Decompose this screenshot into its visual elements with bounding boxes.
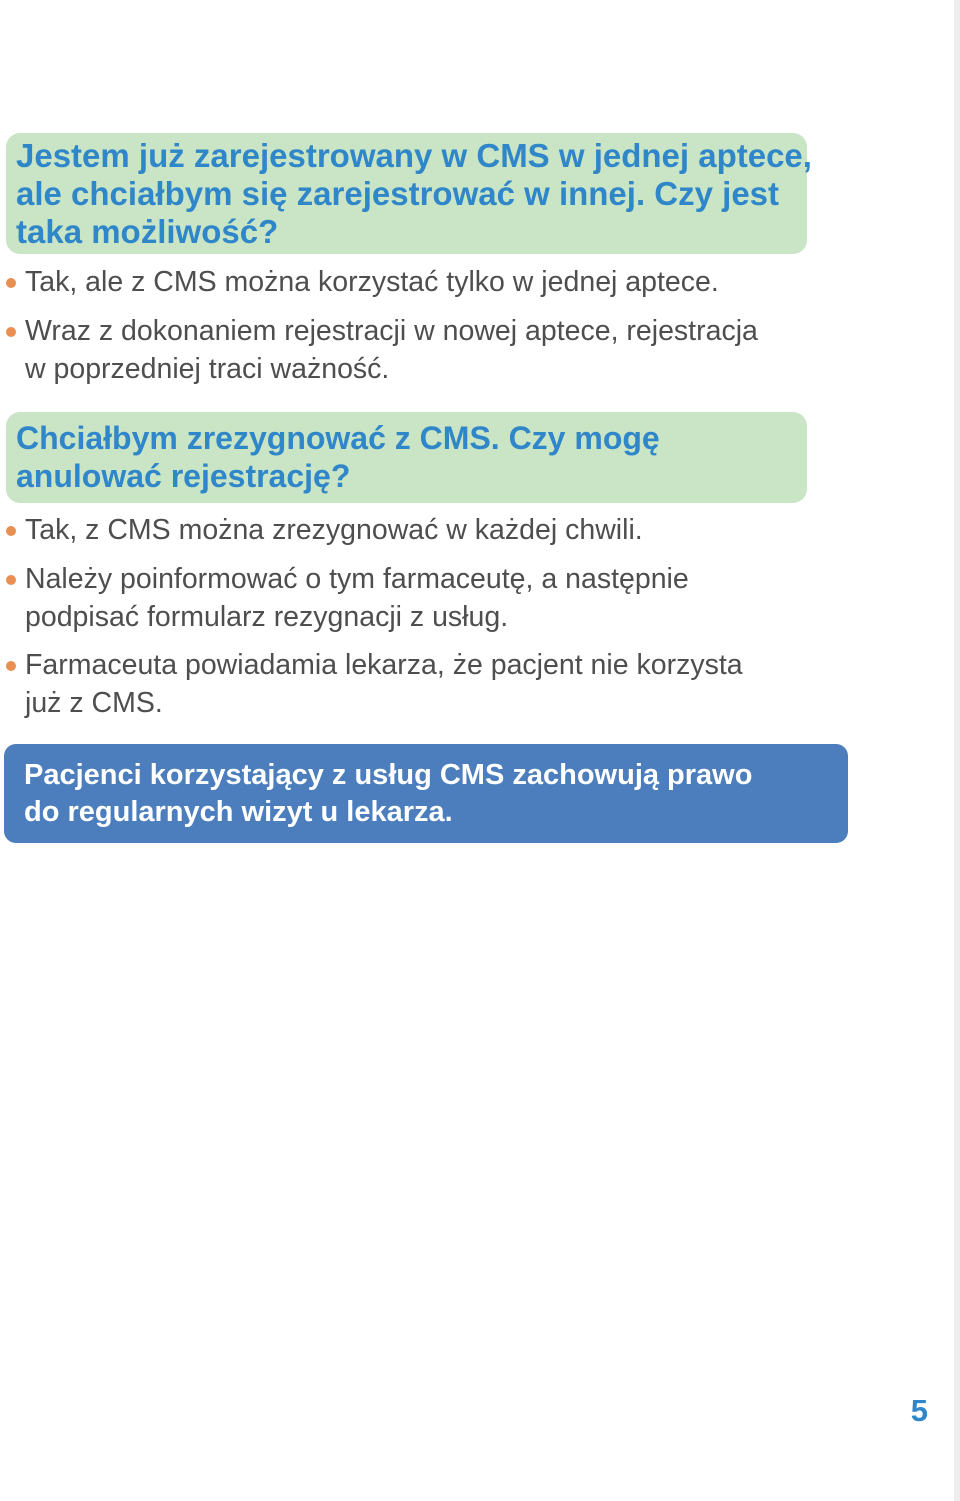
question-line: anulować rejestrację? bbox=[16, 458, 351, 494]
bullet-dot-icon bbox=[6, 526, 16, 536]
info-note-box bbox=[4, 744, 848, 843]
faq-question-1 bbox=[6, 133, 812, 254]
answer-line: Wraz z dokonaniem rejestracji w nowej aptece, rejestracja bbox=[25, 315, 758, 347]
faq-answer-bullet bbox=[6, 646, 816, 722]
note-line: Pacjenci korzystający z usług CMS zachowują prawo bbox=[24, 759, 753, 791]
question-line: ale chciałbym się zarejestrować w innej. Czy jest bbox=[16, 175, 780, 212]
bullet-dot-icon bbox=[6, 327, 16, 337]
page-edge-strip bbox=[954, 0, 960, 1501]
answer-line: Farmaceuta powiadamia lekarza, że pacjent nie korzysta bbox=[25, 649, 743, 681]
faq-answer-bullet bbox=[6, 312, 816, 388]
bullet-dot-icon bbox=[6, 575, 16, 585]
faq-question-2 bbox=[6, 412, 807, 503]
faq-answer-bullet bbox=[6, 560, 816, 636]
faq-answer-bullet bbox=[6, 263, 816, 301]
answer-line: Należy poinformować o tym farmaceutę, a następnie bbox=[25, 563, 689, 595]
note-line: do regularnych wizyt u lekarza. bbox=[24, 796, 453, 828]
question-line: Jestem już zarejestrowany w CMS w jednej aptece, bbox=[16, 137, 812, 174]
faq-answer-bullet bbox=[6, 511, 816, 549]
question-line: Chciałbym zrezygnować z CMS. Czy mogę bbox=[16, 420, 660, 456]
answer-line: Tak, z CMS można zrezygnować w każdej chwili. bbox=[25, 514, 643, 546]
answer-line: już z CMS. bbox=[25, 687, 163, 719]
page-number: 5 bbox=[910, 1393, 928, 1428]
question-line: taka możliwość? bbox=[16, 213, 279, 250]
bullet-dot-icon bbox=[6, 278, 16, 288]
answer-line: Tak, ale z CMS można korzystać tylko w jednej aptece. bbox=[25, 266, 719, 298]
answer-line: w poprzedniej traci ważność. bbox=[25, 353, 390, 385]
answer-line: podpisać formularz rezygnacji z usług. bbox=[25, 601, 509, 633]
bullet-dot-icon bbox=[6, 661, 16, 671]
